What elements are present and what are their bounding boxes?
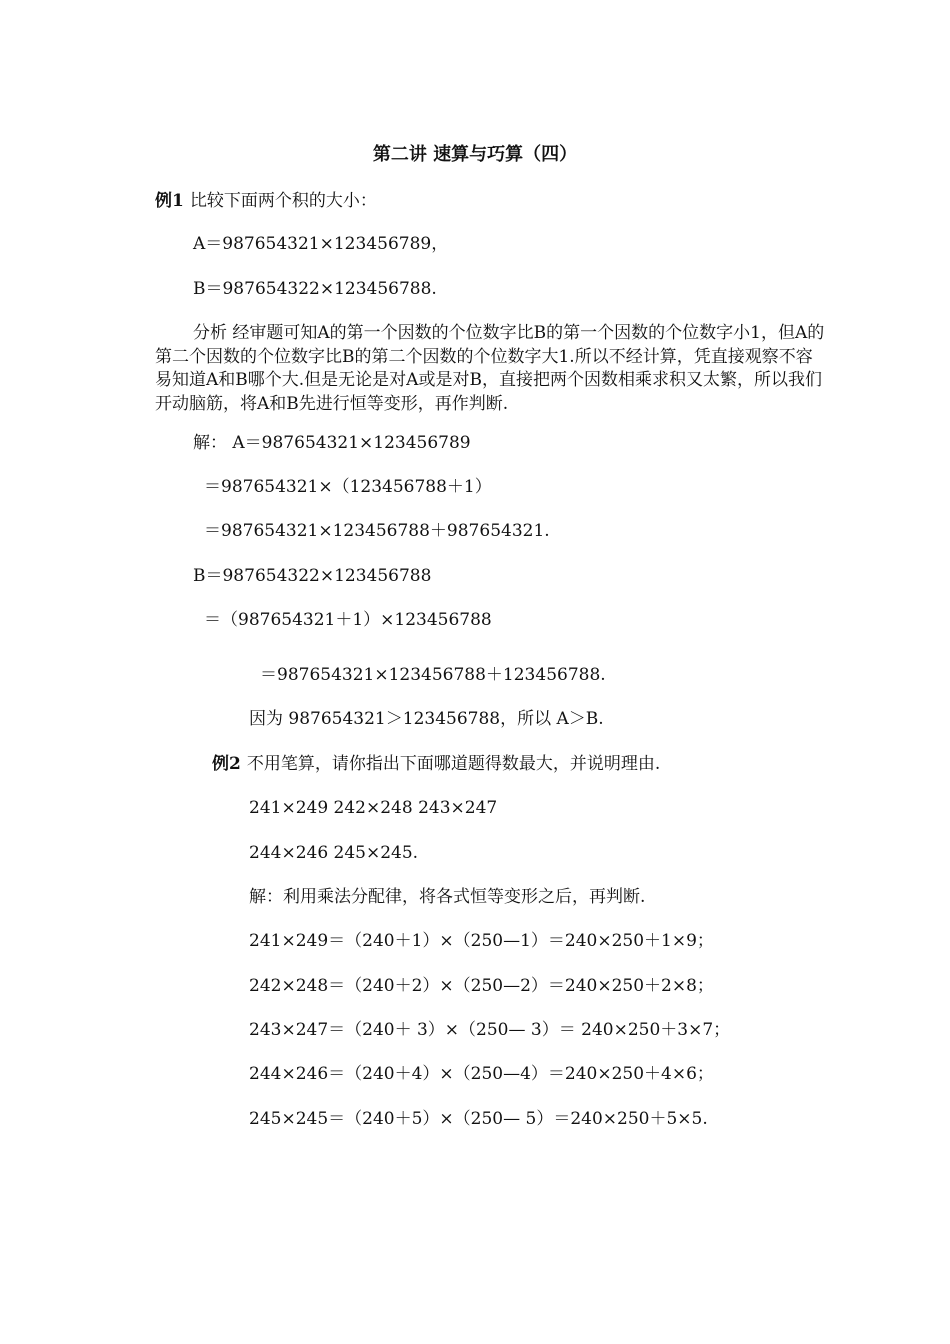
example-2-question-line: 241×249 242×248 243×247: [249, 798, 498, 818]
example-1-solution-line: ＝987654321×123456788＋987654321.: [204, 521, 550, 541]
example-2-step: 241×249＝（240＋1）×（250—1）＝240×250＋1×9；: [249, 931, 714, 951]
example-2-step: 244×246＝（240＋4）×（250—4）＝240×250＋4×6；: [249, 1064, 714, 1084]
example-2-label: 例2: [212, 754, 241, 774]
example-1-line-b: B＝987654322×123456788.: [193, 279, 437, 299]
example-1-solution-line: B＝987654322×123456788: [193, 566, 432, 586]
example-1-heading: [155, 190, 377, 212]
example-1-solution-line: 解： A＝987654321×123456789: [193, 433, 471, 453]
example-1-analysis: 分析 经审题可知A的第一个因数的个位数字比B的第一个因数的个位数字小1，但A的第二个因数的个位数字比B的第二个因数的个位数字大1.所以不经计算，凭直接观察不容易知道A和B哪个大.但是无论是对A或是对B，直接把两个因数相乘求积又太繁，所以我们开动脑筋，将A和B先进行恒等变形，再作判断.: [155, 323, 825, 414]
example-1-label: 例1: [155, 191, 184, 211]
example-2-question-line: 244×246 245×245.: [249, 843, 419, 863]
page-title: 第二讲 速算与巧算（四）: [372, 144, 578, 165]
example-1-solution-line: ＝987654321×123456788＋123456788.: [260, 665, 606, 685]
example-2-prompt: 不用笔算，请你指出下面哪道题得数最大，并说明理由.: [246, 754, 661, 774]
example-2-solution-intro: 解：利用乘法分配律，将各式恒等变形之后，再判断.: [249, 887, 646, 907]
example-1-solution-line: ＝987654321×（123456788＋1）: [204, 477, 492, 497]
example-2-step: 242×248＝（240＋2）×（250—2）＝240×250＋2×8；: [249, 976, 714, 996]
example-1-prompt: 比较下面两个积的大小：: [189, 191, 377, 211]
example-2-step: 245×245＝（240＋5）×（250— 5）＝240×250＋5×5.: [249, 1109, 708, 1129]
example-1-solution-line: ＝（987654321＋1）×123456788: [204, 610, 492, 630]
example-2-step: 243×247＝（240＋ 3）×（250— 3）＝ 240×250＋3×7；: [249, 1020, 731, 1040]
example-1-line-a: A＝987654321×123456789，: [193, 234, 449, 254]
example-1-conclusion: 因为 987654321＞123456788，所以 A＞B.: [249, 709, 604, 729]
example-2-heading: [212, 753, 660, 775]
